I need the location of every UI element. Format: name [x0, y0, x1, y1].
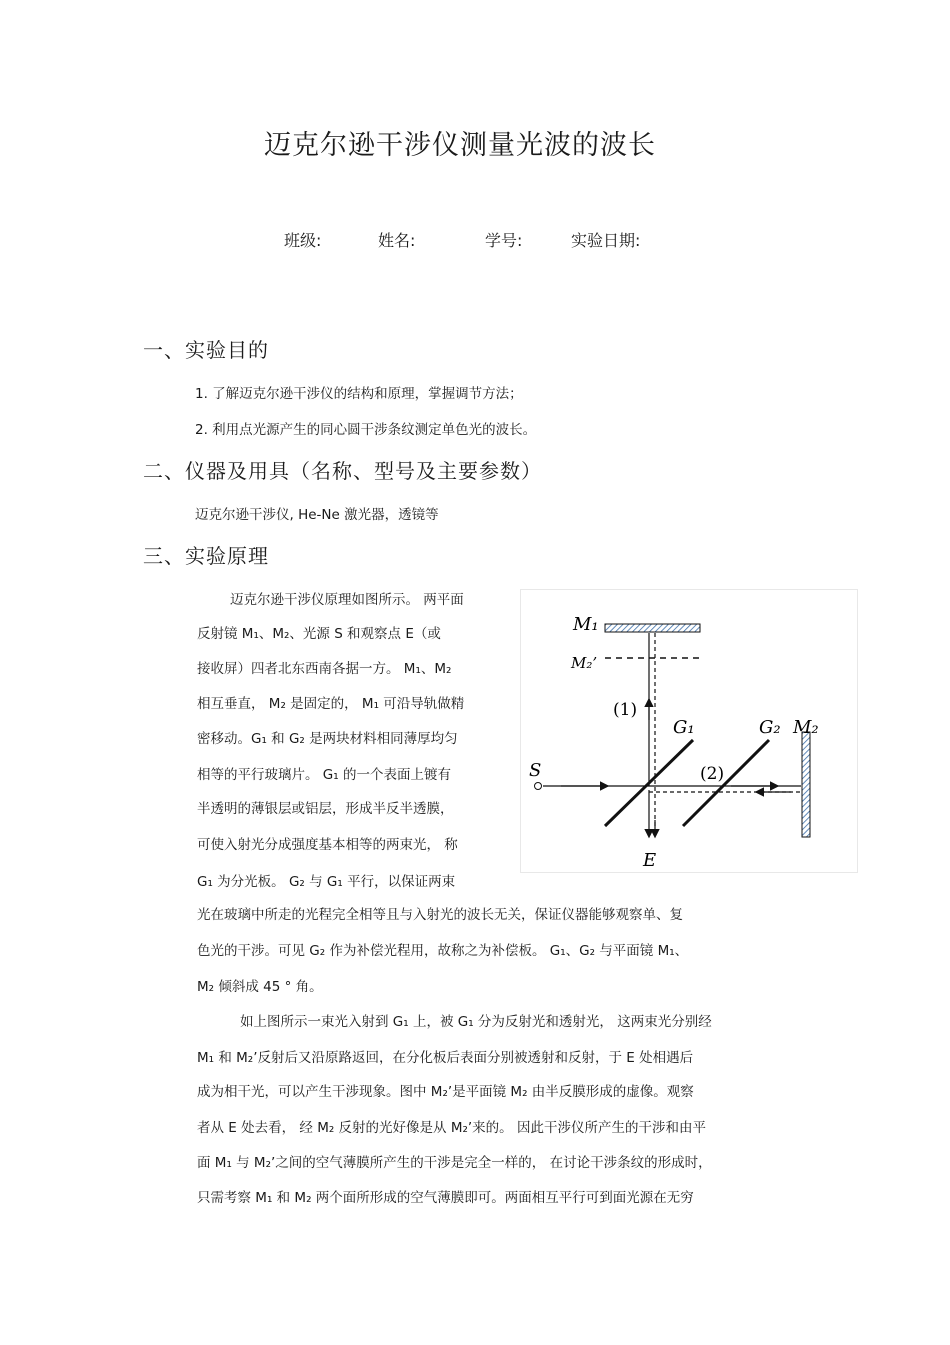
- principle-line: 半透明的薄银层或铝层，形成半反半透膜，: [197, 801, 454, 817]
- michelson-diagram-svg: [521, 590, 857, 872]
- m2-mirror: [802, 732, 810, 837]
- date-field-label: 实验日期:: [571, 231, 641, 250]
- g2-plate: [683, 740, 769, 826]
- label-m2: M₂: [793, 717, 819, 738]
- objective-item: 1. 了解迈克尔逊干涉仪的结构和原理，掌握调节方法；: [195, 386, 523, 402]
- student-id-field-label: 学号:: [485, 231, 523, 250]
- principle-line: 者从 E 处去看， 经 M₂ 反射的光好像是从 M₂’来的。 因此干涉仪所产生的干涉和由平: [197, 1120, 706, 1136]
- equipment-text: 迈克尔逊干涉仪, He-Ne 激光器，透镜等: [195, 507, 439, 523]
- class-field-label: 班级:: [284, 231, 322, 250]
- label-e: E: [643, 850, 657, 871]
- label-g2: G₂: [759, 717, 781, 738]
- principle-line: 光在玻璃中所走的光程完全相等且与入射光的波长无关，保证仪器能够观察单、复: [197, 907, 683, 923]
- principle-line: 只需考察 M₁ 和 M₂ 两个面所形成的空气薄膜即可。两面相互平行可到面光源在无穷: [197, 1190, 694, 1206]
- principle-line: 如上图所示一束光入射到 G₁ 上，被 G₁ 分为反射光和透射光， 这两束光分别经: [240, 1014, 712, 1030]
- principle-line: 相互垂直， M₂ 是固定的， M₁ 可沿导轨做精: [197, 696, 465, 712]
- label-path2: (2): [700, 764, 725, 784]
- label-g1: G₁: [673, 717, 695, 738]
- label-source: S: [529, 760, 542, 781]
- objective-item: 2. 利用点光源产生的同心圆干涉条纹测定单色光的波长。: [195, 422, 537, 438]
- principle-line: M₁ 和 M₂’反射后又沿原路返回，在分化板后表面分别被透射和反射，于 E 处相遇后: [197, 1050, 694, 1066]
- label-m1: M₁: [573, 614, 599, 635]
- section3-heading: 三、实验原理: [143, 544, 269, 568]
- principle-line: 色光的干涉。可见 G₂ 作为补偿光程用，故称之为补偿板。 G₁、G₂ 与平面镜 M₁、: [197, 943, 689, 959]
- principle-line: 可使入射光分成强度基本相等的两束光， 称: [197, 837, 458, 853]
- section2-heading: 二、仪器及用具（名称、型号及主要参数）: [143, 459, 542, 483]
- source-point: [535, 783, 542, 790]
- principle-line: 迈克尔逊干涉仪原理如图所示。 两平面: [230, 592, 464, 608]
- principle-line: 成为相干光，可以产生干涉现象。图中 M₂’是平面镜 M₂ 由半反膜形成的虚像。观察: [197, 1084, 694, 1100]
- principle-line: 反射镜 M₁、M₂、光源 S 和观察点 E（或: [197, 626, 441, 642]
- principle-line: 面 M₁ 与 M₂’之间的空气薄膜所产生的干涉是完全一样的， 在讨论干涉条纹的形成时，: [197, 1155, 712, 1171]
- section1-heading: 一、实验目的: [143, 338, 269, 362]
- principle-line: 接收屏）四者北东西南各据一方。 M₁、M₂: [197, 661, 452, 677]
- label-path1: (1): [613, 700, 638, 720]
- name-field-label: 姓名:: [378, 231, 416, 250]
- principle-line: G₁ 为分光板。 G₂ 与 G₁ 平行，以保证两束: [197, 874, 456, 890]
- principle-line: M₂ 倾斜成 45 ° 角。: [197, 979, 323, 995]
- page-title: 迈克尔逊干涉仪测量光波的波长: [264, 130, 656, 161]
- label-m2-prime: M₂’: [571, 654, 598, 672]
- michelson-diagram: [520, 589, 858, 873]
- principle-line: 相等的平行玻璃片。 G₁ 的一个表面上镀有: [197, 767, 451, 783]
- principle-line: 密移动。G₁ 和 G₂ 是两块材料相同薄厚均匀: [197, 731, 458, 747]
- m1-mirror: [605, 624, 700, 632]
